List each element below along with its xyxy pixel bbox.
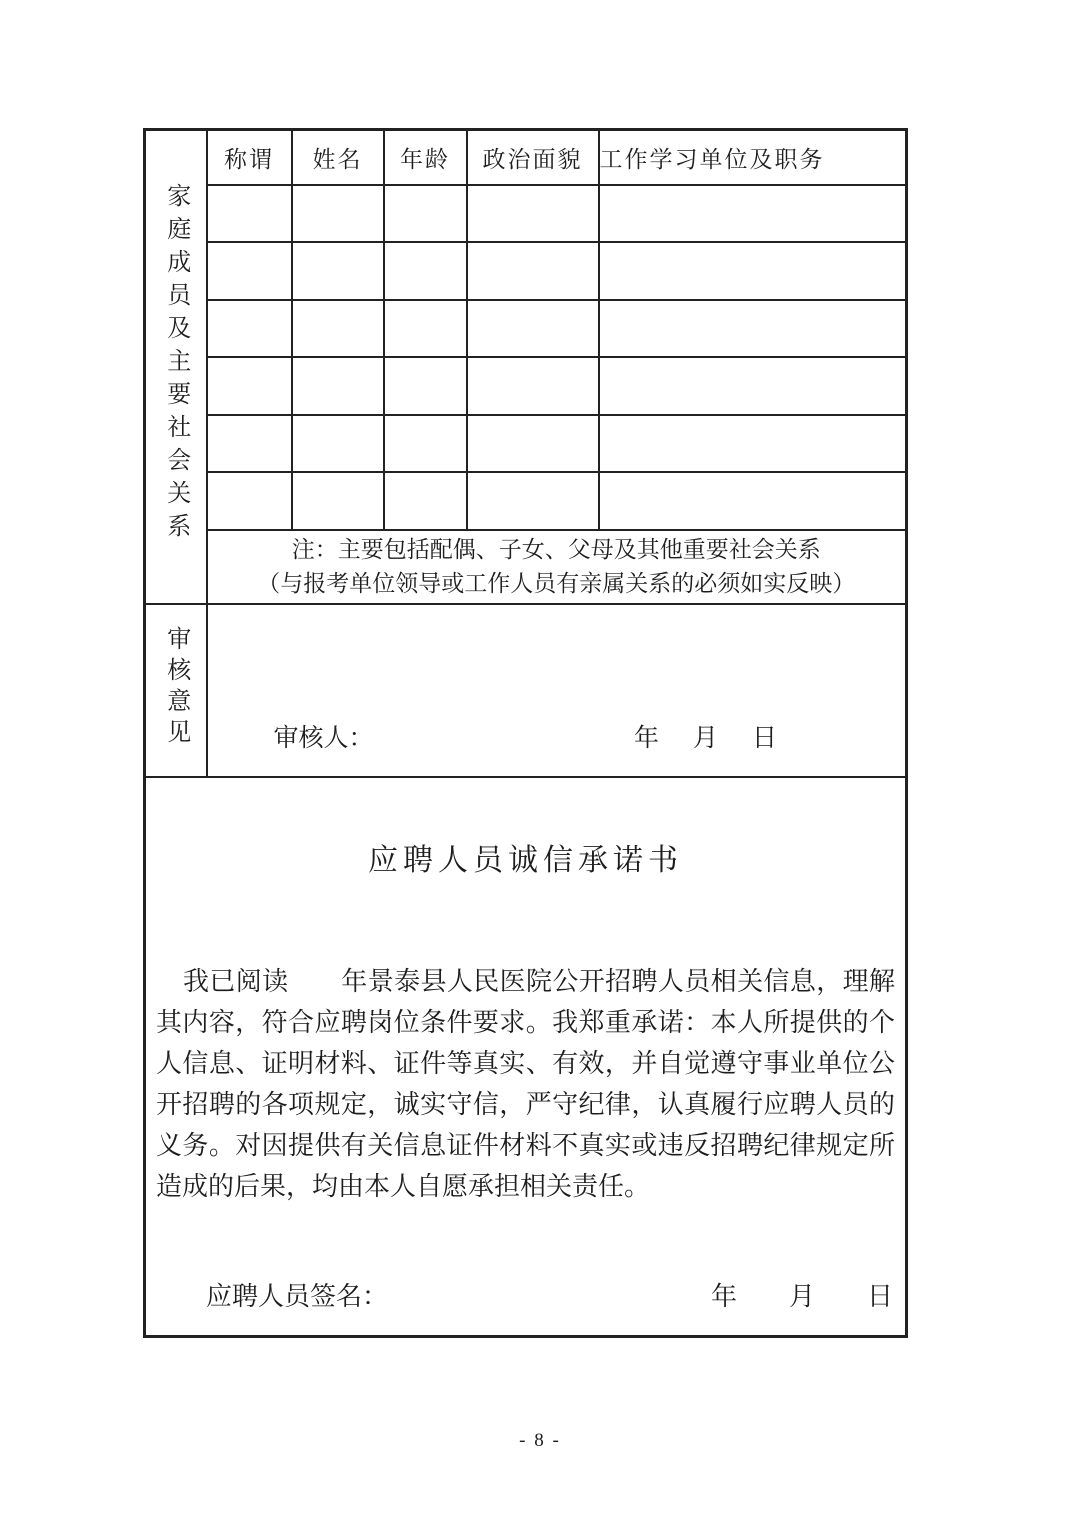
family-member-cell [384,242,467,300]
family-member-cell [207,300,292,358]
signature-month-label: 月 [788,1281,815,1311]
commitment-body: 我已阅读 年景泰县人民医院公开招聘人员相关信息，理解其内容，符合应聘岗位条件要求。我郑重承诺：本人所提供的个人信息、证明材料、证件等真实、有效，并自觉遵守事业单位公开招聘的各项规定，诚实守信，严守纪律，认真履行应聘人员的义务。对因提供有关信息证件材料不真实或违反招聘纪律规定所造成的后果，均由本人自愿承担相关责任。 [156,966,895,1201]
audit-date-line [634,718,777,754]
family-member-cell [292,472,384,530]
family-member-cell [292,300,384,358]
family-member-cell [467,415,599,473]
family-member-cell [207,357,292,415]
audit-side-label: 审核意见 [162,625,189,750]
column-header-name: 姓名 [292,130,384,185]
signature-date-line [711,1276,893,1313]
family-member-cell [292,357,384,415]
column-header-workplace: 工作学习单位及职务 [599,130,907,185]
family-member-row [145,242,907,300]
commitment-title: 应聘人员诚信承诺书 [368,843,683,877]
family-member-cell [599,472,907,530]
family-member-cell [467,185,599,243]
family-member-cell [207,242,292,300]
signature-label: 应聘人员签名： [206,1281,389,1311]
family-member-row [145,185,907,243]
signature-line [206,1276,893,1313]
family-member-cell [384,185,467,243]
family-note-cell [207,530,907,604]
family-member-cell [467,472,599,530]
family-member-cell [207,472,292,530]
audit-side-cell [145,604,207,777]
family-member-cell [599,357,907,415]
family-member-cell [207,415,292,473]
signature-day-label: 日 [866,1281,893,1311]
family-note-line1: 注：主要包括配偶、子女、父母及其他重要社会关系 [291,536,821,562]
family-member-cell [384,357,467,415]
family-member-cell [599,300,907,358]
audit-day-label: 日 [751,724,777,752]
family-member-cell [292,415,384,473]
signature-year-label: 年 [710,1281,737,1311]
family-section-side-label: 家庭成员及主要社会关系 [162,182,189,546]
family-member-row [145,357,907,415]
family-member-row [145,300,907,358]
application-form-table [143,128,908,1338]
family-section-side-cell [145,130,207,604]
column-header-relation: 称谓 [207,130,292,185]
family-member-cell [599,242,907,300]
family-member-cell [384,472,467,530]
family-member-cell [467,357,599,415]
commitment-cell [145,777,907,1337]
family-member-cell [207,185,292,243]
family-member-cell [384,300,467,358]
reviewer-label: 审核人： [273,724,374,752]
family-member-cell [467,242,599,300]
family-member-cell [599,185,907,243]
family-note-line2: （与报考单位领导或工作人员有亲属关系的必须如实反映） [257,570,856,596]
audit-month-label: 月 [692,724,718,752]
family-member-cell [384,415,467,473]
family-member-cell [599,415,907,473]
family-member-cell [467,300,599,358]
family-member-cell [292,185,384,243]
commitment-section [146,778,905,1335]
audit-content-cell [207,604,907,777]
audit-year-label: 年 [633,724,659,752]
family-member-row [145,415,907,473]
column-header-age: 年龄 [384,130,467,185]
audit-sign-off-line [208,718,906,776]
column-header-political-status: 政治面貌 [467,130,599,185]
family-member-cell [292,242,384,300]
page-number: - 8 - [519,1430,561,1451]
family-member-row [145,472,907,530]
